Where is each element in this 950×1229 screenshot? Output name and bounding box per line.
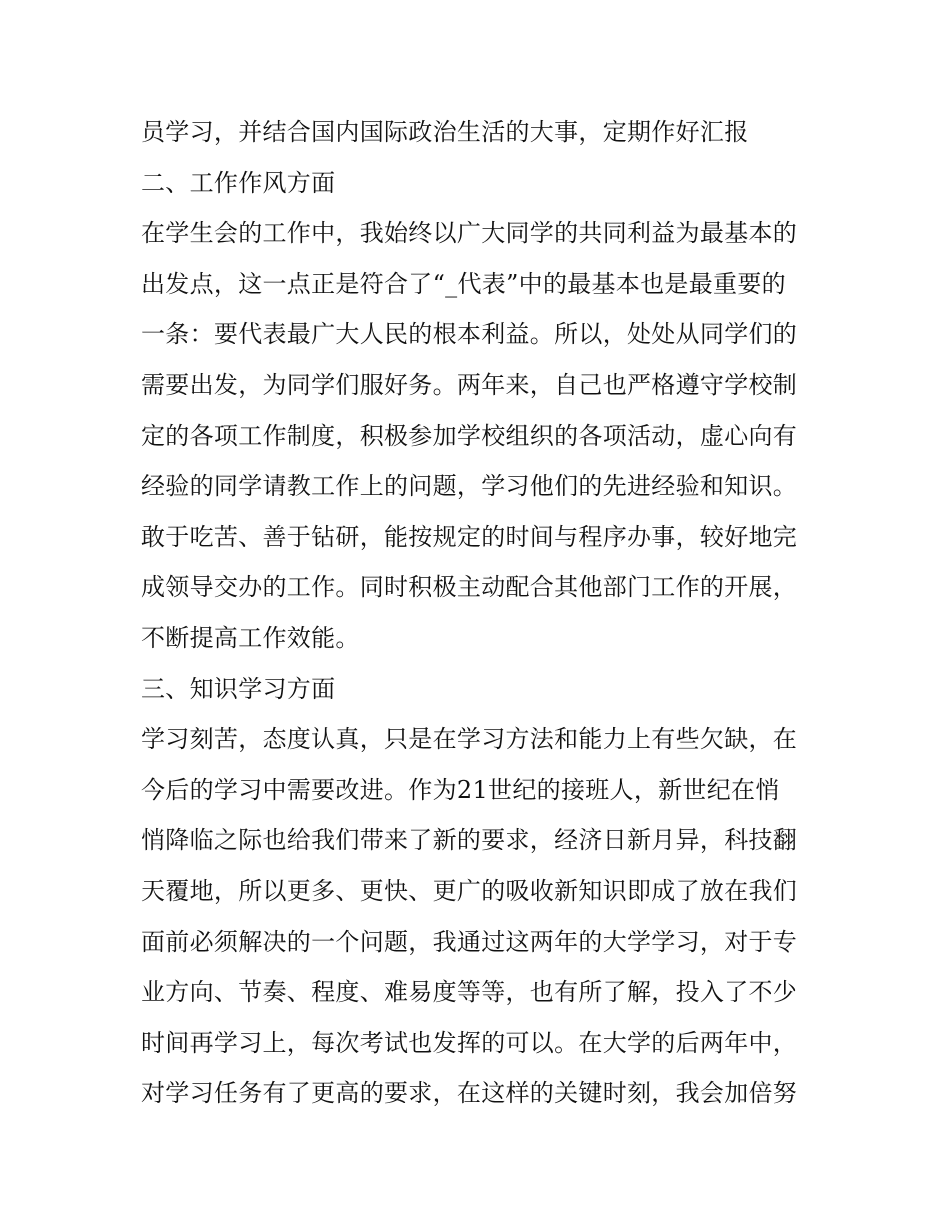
text-line: 今后的学习中需要改进。作为21世纪的接班人，新世纪在悄 (141, 775, 780, 804)
text-line: 经验的同学请教工作上的问题，学习他们的先进经验和知识。 (141, 472, 798, 501)
text-line: 员学习，并结合国内国际政治生活的大事，定期作好汇报 (141, 118, 749, 146)
document-body (141, 107, 821, 1119)
text-line: 在学生会的工作中，我始终以广大同学的共同利益为最基本的 (141, 219, 798, 248)
section-heading-knowledge-learning: 三、知识学习方面 (141, 674, 336, 703)
text-line: 时间再学习上，每次考试也发挥的可以。在大学的后两年中， (141, 1028, 798, 1057)
text-line: 面前必须解决的一个问题，我通过这两年的大学学习，对于专 (141, 927, 798, 956)
text-line: 学习刻苦，态度认真，只是在学习方法和能力上有些欠缺，在 (141, 725, 798, 754)
text-line: 天覆地，所以更多、更快、更广的吸收新知识即成了放在我们 (141, 876, 798, 905)
text-line: 对学习任务有了更高的要求，在这样的关键时刻，我会加倍努 (141, 1079, 798, 1108)
text-line: 不断提高工作效能。 (141, 623, 360, 652)
text-line: 出发点，这一点正是符合了“_代表”中的最基本也是最重要的 (141, 269, 786, 298)
text-line: 成领导交办的工作。同时积极主动配合其他部门工作的开展， (141, 573, 798, 602)
section-heading-work-style: 二、工作作风方面 (141, 168, 336, 197)
text-line: 悄降临之际也给我们带来了新的要求，经济日新月异，科技翻 (141, 826, 798, 855)
text-line: 一条：要代表最广大人民的根本利益。所以，处处从同学们的 (141, 320, 798, 349)
text-line: 业方向、节奏、程度、难易度等等，也有所了解，投入了不少 (141, 978, 798, 1007)
text-line: 需要出发，为同学们服好务。两年来，自己也严格遵守学校制 (141, 370, 798, 399)
text-line: 定的各项工作制度，积极参加学校组织的各项活动，虚心向有 (141, 421, 798, 450)
text-line: 敢于吃苦、善于钻研，能按规定的时间与程序办事，较好地完 (141, 522, 798, 551)
